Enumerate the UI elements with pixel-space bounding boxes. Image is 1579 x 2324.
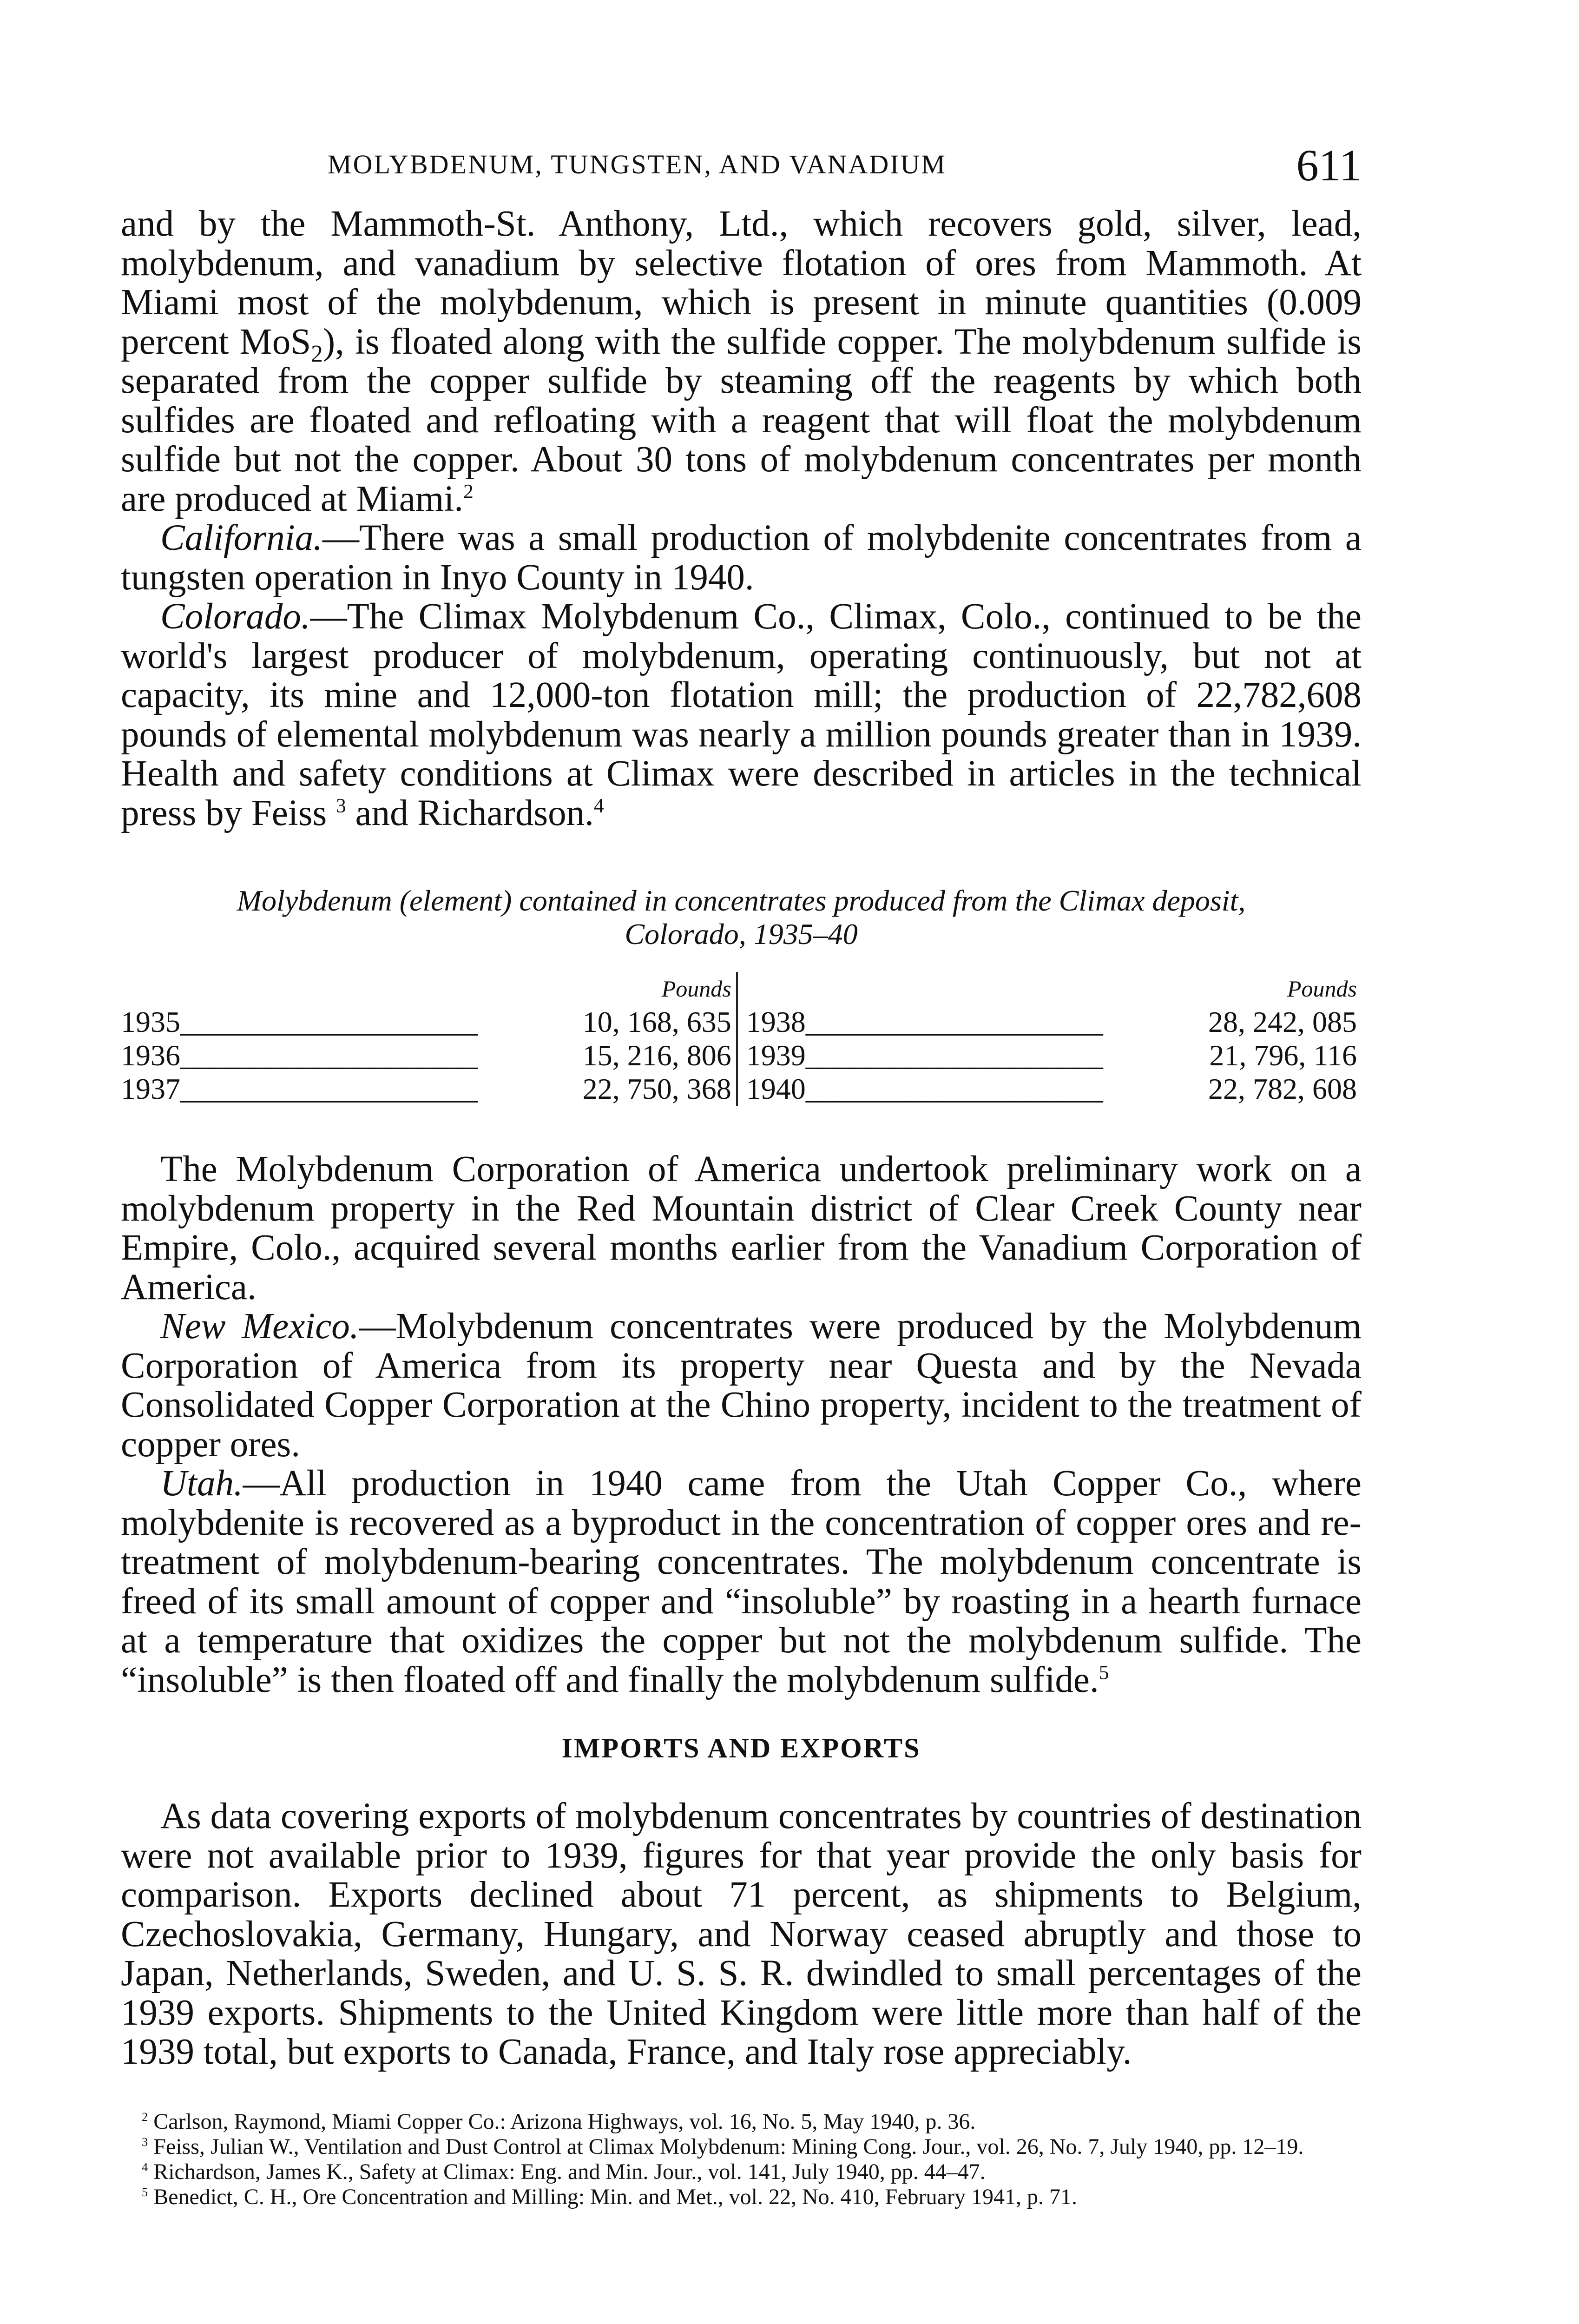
footnote: $^4$ Richardson, James K., Safety at Climax: Eng. and Min. Jour., vol. 141, July 1940, pp. 44–47.: [142, 2159, 986, 2184]
page-header: [121, 139, 1362, 205]
paragraph-new-mexico: New Mexico.—Molybdenum concentrates were produced by the Molybdenum Corporation of America from its property near Questa and by the Nevada Consolidated Copper Corporation at the Chino property, incident to the treatment of copper ores.: [121, 1306, 1362, 1465]
unit-header-right: Pounds: [1287, 976, 1357, 1002]
paragraph-exports: As data covering exports of molybdenum concentrates by countries of destination were not available prior to 1939, figures for that year provide the only basis for comparison. Exports declined about 71 percent, as shipments to Belgium, Czechoslovakia, Germany, Hungary, and Norway ceased abruptly and those to Japan, Netherlands, Sweden, and U. S. S. R. dwindled to small percentages of the 1939 exports. Shipments to the United Kingdom were little more than half of the 1939 total, but exports to Canada, France, and Italy rose appreciably.: [121, 1796, 1362, 2072]
table-row: 1935____________________ 10, 168, 635 1938____________________ 28, 242, 085: [121, 1005, 1357, 1038]
paragraph-colorado: Colorado.—The Climax Molybdenum Co., Climax, Colo., continued to be the world's largest producer of molybdenum, operating continuously, but not at capacity, its mine and 12,000-ton flotation mill; the production of 22,782,608 pounds of elemental molybdenum was nearly a million pounds greater than in 1939. Health and safety conditions at Climax were described in articles in the technical press by Feiss $^3$ and Richardson.$^4$: [121, 596, 1362, 833]
table-row: 1937____________________ 22, 750, 368 1940____________________ 22, 782, 608: [121, 1072, 1357, 1105]
paragraph-utah: Utah.—All production in 1940 came from the Utah Copper Co., where molybdenite is recovered as a byproduct in the concentration of copper ores and re-treatment of molybdenum-bearing concentrates. The molybdenum concentrate is freed of its small amount of copper and “insoluble” by roasting in a hearth furnace at a temperature that oxidizes the copper but not the molybdenum sulfide. The “insoluble” is then floated off and finally the molybdenum sulfide.$^5$: [121, 1463, 1362, 1700]
footnote-ref-3: 3: [336, 794, 346, 817]
footnote: $^2$ Carlson, Raymond, Miami Copper Co.: Arizona Highways, vol. 16, No. 5, May 1940, p. 36.: [142, 2109, 976, 2134]
paragraph-california: California.—There was a small production of molybdenite concentrates from a tungsten operation in Inyo County in 1940.: [121, 518, 1362, 598]
footnote: $^3$ Feiss, Julian W., Ventilation and Dust Control at Climax Molybdenum: Mining Cong. Jour., vol. 26, No. 7, July 1940, pp. 12–19.: [142, 2134, 1304, 2159]
paragraph-molybdenum-corp: The Molybdenum Corporation of America undertook preliminary work on a molybdenum property in the Red Mountain district of Clear Creek County near Empire, Colo., acquired several months earlier from the Vanadium Corporation of America.: [121, 1149, 1362, 1307]
footnotes: [121, 2109, 1362, 2210]
footnote-ref-2: 2: [463, 480, 474, 503]
table-caption: Molybdenum (element) contained in concentrates produced from the Climax deposit, Colorado, 1935–40: [237, 884, 1246, 951]
page-number: 611: [1296, 140, 1362, 190]
table-row: 1936____________________ 15, 216, 806 1939____________________ 21, 796, 116: [121, 1039, 1357, 1072]
page: [121, 139, 1362, 2210]
paragraph-miami: and by the Mammoth-St. Anthony, Ltd., which recovers gold, silver, lead, molybdenum, and vanadium by selective flotation of ores from Mammoth. At Miami most of the molybdenum, which is present in minute quantities (0.009 percent MoS$_2$), is floated along with the sulfide copper. The molybdenum sulfide is separated from the copper sulfide by steaming off the reagents by which both sulfides are floated and refloating with a reagent that will float the molybdenum sulfide but not the copper. About 30 tons of molybdenum concentrates per month are produced at Miami.$^2$: [121, 204, 1362, 519]
section-heading: IMPORTS AND EXPORTS: [561, 1733, 921, 1763]
unit-header-left: Pounds: [566, 972, 737, 1005]
production-table: [121, 972, 1362, 1106]
footnote-ref-4: 4: [593, 794, 604, 817]
footnote-ref-5: 5: [1099, 1661, 1109, 1684]
running-title: MOLYBDENUM, TUNGSTEN, AND VANADIUM: [328, 149, 947, 179]
footnote: $^5$ Benedict, C. H., Ore Concentration and Milling: Min. and Met., vol. 22, No. 410, February 1941, p. 71.: [142, 2184, 1077, 2209]
